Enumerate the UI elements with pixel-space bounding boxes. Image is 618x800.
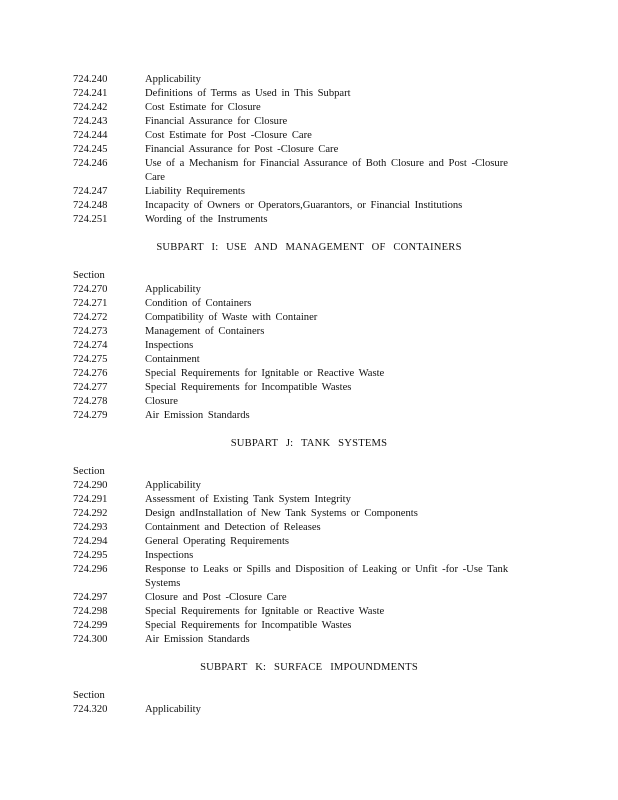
- section-number: 724.299: [73, 620, 108, 631]
- section-title: Management of Containers: [145, 326, 265, 337]
- section-title: Definitions of Terms as Used in This Subpart: [145, 88, 351, 99]
- section-title: Assessment of Existing Tank System Integrity: [145, 494, 351, 505]
- list-item: [0, 381, 618, 395]
- section-title: Liability Requirements: [145, 186, 245, 197]
- list-item: [0, 367, 618, 381]
- section-number: 724.292: [73, 508, 108, 519]
- section-title: Design andInstallation of New Tank Systems or Components: [145, 508, 418, 519]
- section-number: 724.294: [73, 536, 108, 547]
- list-item: [0, 115, 618, 129]
- section-number: 724.242: [73, 102, 108, 113]
- section-title: Financial Assurance for Closure: [145, 116, 288, 127]
- section-title: Financial Assurance for Post -Closure Care: [145, 144, 339, 155]
- list-item: [0, 493, 618, 507]
- list-item: [0, 633, 618, 647]
- list-item: [0, 605, 618, 619]
- section-number: 724.246: [73, 158, 108, 169]
- section-label: Section: [73, 466, 105, 477]
- section-number: 724.243: [73, 116, 108, 127]
- list-item: [0, 101, 618, 115]
- list-item: [0, 549, 618, 563]
- section-title: Containment: [145, 354, 200, 365]
- section-title: Cost Estimate for Post -Closure Care: [145, 130, 312, 141]
- list-item: [0, 73, 618, 87]
- subpart-heading: SUBPART I: USE AND MANAGEMENT OF CONTAINERS: [156, 242, 462, 253]
- document-page: [0, 73, 618, 717]
- section-title: Air Emission Standards: [145, 410, 250, 421]
- list-item: [0, 395, 618, 409]
- section-title: Inspections: [145, 340, 194, 351]
- section-title: Applicability: [145, 704, 201, 715]
- section-number: 724.278: [73, 396, 108, 407]
- list-item: [0, 185, 618, 199]
- section-title: Air Emission Standards: [145, 634, 250, 645]
- subpart-k: [0, 661, 618, 717]
- section-title: Incapacity of Owners or Operators,Guarantors, or Financial Institutions: [145, 200, 463, 211]
- section-number: 724.297: [73, 592, 108, 603]
- spacer: [0, 647, 618, 661]
- list-item: [0, 199, 618, 213]
- spacer: [0, 423, 618, 437]
- list-item: [0, 213, 618, 227]
- section-number: 724.241: [73, 88, 108, 99]
- spacer: [0, 451, 618, 465]
- section-title: Use of a Mechanism for Financial Assurance of Both Closure and Post -Closure Care: [145, 158, 508, 183]
- list-item: [0, 619, 618, 633]
- spacer: [0, 227, 618, 241]
- section-number: 724.247: [73, 186, 108, 197]
- list-item: [0, 353, 618, 367]
- section-number: 724.245: [73, 144, 108, 155]
- section-number: 724.298: [73, 606, 108, 617]
- section-number: 724.291: [73, 494, 108, 505]
- spacer: [0, 255, 618, 269]
- section-label: Section: [73, 690, 105, 701]
- section-number: 724.274: [73, 340, 108, 351]
- list-item: [0, 297, 618, 311]
- section-title: Applicability: [145, 74, 201, 85]
- list-item: [0, 409, 618, 423]
- section-number: 724.271: [73, 298, 108, 309]
- section-number: 724.276: [73, 368, 108, 379]
- section-number: 724.300: [73, 634, 108, 645]
- section-title: Wording of the Instruments: [145, 214, 268, 225]
- list-item: [0, 703, 618, 717]
- section-title: Closure and Post -Closure Care: [145, 592, 287, 603]
- section-number: 724.277: [73, 382, 108, 393]
- section-title: Special Requirements for Incompatible Wastes: [145, 382, 352, 393]
- list-item: [0, 507, 618, 521]
- section-number: 724.272: [73, 312, 108, 323]
- list-item: [0, 325, 618, 339]
- section-number: 724.240: [73, 74, 108, 85]
- section-title: Response to Leaks or Spills and Disposition of Leaking or Unfit -for -Use Tank Systems: [145, 564, 509, 589]
- section-number: 724.296: [73, 564, 108, 575]
- section-number: 724.248: [73, 200, 108, 211]
- section-title: General Operating Requirements: [145, 536, 290, 547]
- section-number: 724.295: [73, 550, 108, 561]
- list-item: [0, 339, 618, 353]
- list-item: [0, 521, 618, 535]
- section-number: 724.273: [73, 326, 108, 337]
- section-title: Inspections: [145, 550, 194, 561]
- section-title: Special Requirements for Ignitable or Reactive Waste: [145, 606, 385, 617]
- section-title: Containment and Detection of Releases: [145, 522, 321, 533]
- list-item: [0, 591, 618, 605]
- section-title: Cost Estimate for Closure: [145, 102, 261, 113]
- section-number: 724.320: [73, 704, 108, 715]
- section-number: 724.244: [73, 130, 108, 141]
- section-number: 724.275: [73, 354, 108, 365]
- list-item: [0, 129, 618, 143]
- subpart-heading: SUBPART K: SURFACE IMPOUNDMENTS: [200, 662, 418, 673]
- section-label: Section: [73, 270, 105, 281]
- list-item: [0, 283, 618, 297]
- section-title: Special Requirements for Incompatible Wastes: [145, 620, 352, 631]
- section-title: Condition of Containers: [145, 298, 252, 309]
- list-item: [0, 87, 618, 101]
- section-number: 724.279: [73, 410, 108, 421]
- subpart-i: [0, 241, 618, 423]
- intro-list: [0, 73, 618, 227]
- list-item: [0, 479, 618, 493]
- list-item: [0, 143, 618, 157]
- section-number: 724.290: [73, 480, 108, 491]
- list-item: [0, 157, 618, 185]
- spacer: [0, 675, 618, 689]
- subpart-j: [0, 437, 618, 647]
- section-title: Applicability: [145, 480, 201, 491]
- section-title: Special Requirements for Ignitable or Reactive Waste: [145, 368, 385, 379]
- list-item: [0, 535, 618, 549]
- list-item: [0, 311, 618, 325]
- section-number: 724.270: [73, 284, 108, 295]
- section-number: 724.293: [73, 522, 108, 533]
- section-title: Compatibility of Waste with Container: [145, 312, 318, 323]
- section-title: Closure: [145, 396, 178, 407]
- subpart-heading: SUBPART J: TANK SYSTEMS: [230, 438, 388, 449]
- list-item: [0, 563, 618, 591]
- section-number: 724.251: [73, 214, 108, 225]
- section-title: Applicability: [145, 284, 201, 295]
